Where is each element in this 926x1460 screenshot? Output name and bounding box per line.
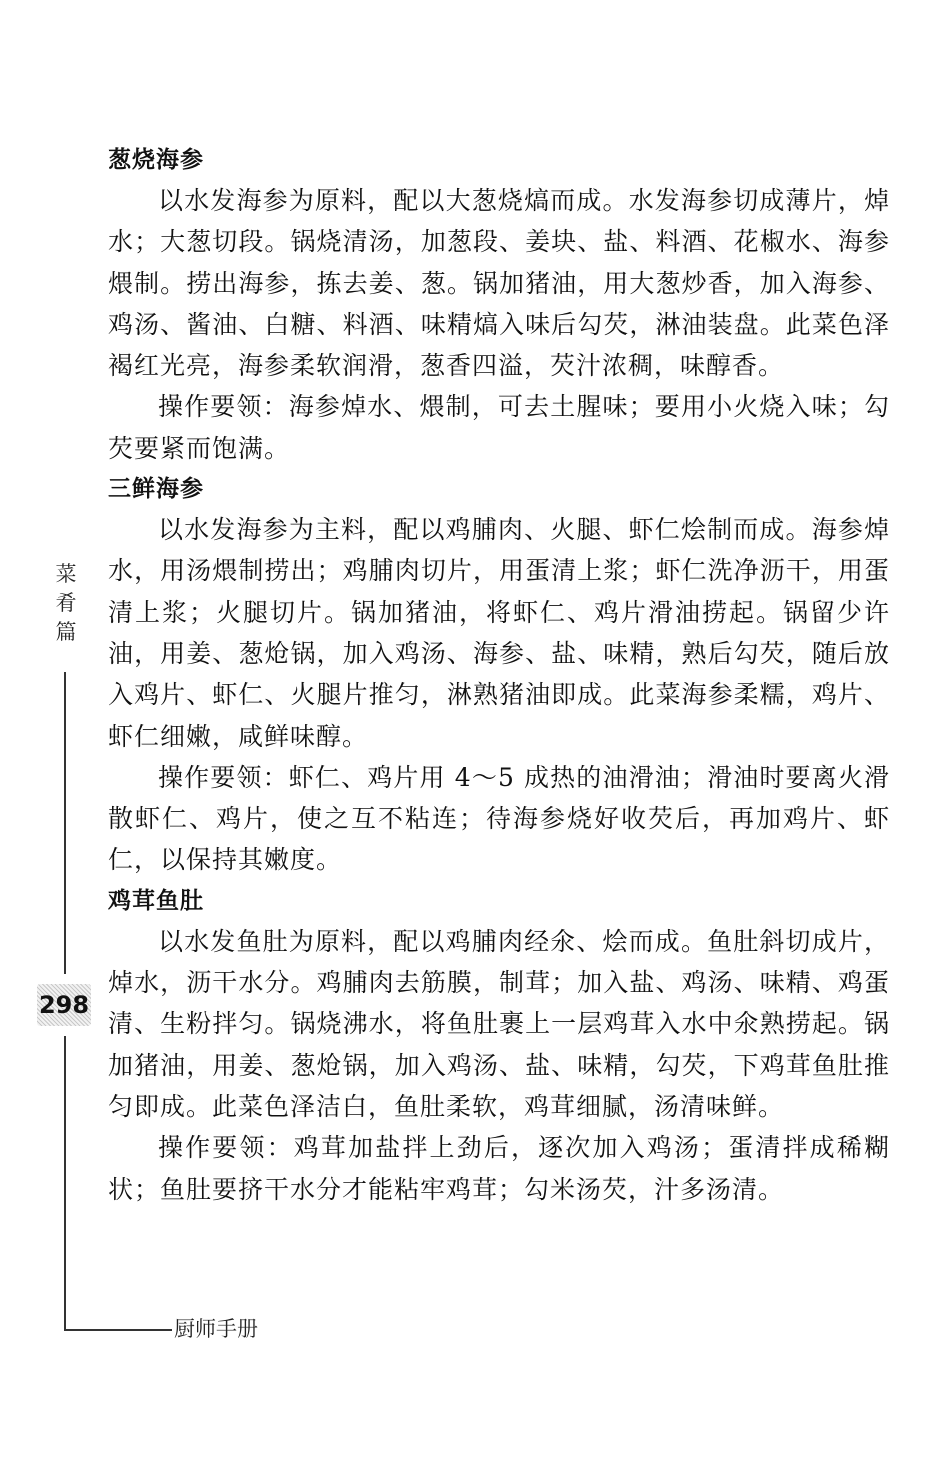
side-label-char: 篇 xyxy=(55,620,77,644)
recipe-title: 鸡茸鱼肚 xyxy=(108,887,204,914)
recipe-tips: 操作要领：虾仁、鸡片用 4～5 成热的油滑油；滑油时要离火滑散虾仁、鸡片，使之互不粘连；待海参烧好收芡后，再加鸡片、虾仁，以保持其嫩度。 xyxy=(108,762,890,875)
recipe-description: 以水发海参为原料，配以大葱烧熇而成。水发海参切成薄片，焯水；大葱切段。锅烧清汤，加葱段、姜块、盐、料酒、花椒水、海参煨制。捞出海参，拣去姜、葱。锅加猪油，用大葱炒香，加入海参、鸡汤、酱油、白糖、料酒、味精熇入味后勾芡，淋油装盘。此菜色泽褐红光亮，海参柔软润滑，葱香四溢，芡汁浓稠，味醇香。 xyxy=(108,186,890,381)
recipe-section xyxy=(108,140,890,469)
recipe-section xyxy=(108,881,890,1210)
margin-rule-top xyxy=(64,672,66,974)
book-title-footer: 厨师手册 xyxy=(174,1317,258,1341)
recipe-section xyxy=(108,469,890,881)
side-label-char: 菜 xyxy=(55,562,77,586)
recipe-description: 以水发鱼肚为原料，配以鸡脯肉经氽、烩而成。鱼肚斜切成片，焯水，沥干水分。鸡脯肉去筋膜，制茸；加入盐、鸡汤、味精、鸡蛋清、生粉拌匀。锅烧沸水，将鱼肚裹上一层鸡茸入水中氽熟捞起。锅加猪油，用姜、葱炝锅，加入鸡汤、盐、味精，勾芡，下鸡茸鱼肚推匀即成。此菜色泽洁白，鱼肚柔软，鸡茸细腻，汤清味鲜。 xyxy=(108,926,890,1121)
side-label-char: 肴 xyxy=(55,591,77,615)
recipe-title: 葱烧海参 xyxy=(108,147,204,173)
recipe-tips: 操作要领：海参焯水、煨制，可去土腥味；要用小火烧入味；勾芡要紧而饱满。 xyxy=(108,392,890,463)
chapter-side-label xyxy=(55,560,77,647)
page-number: 298 xyxy=(37,984,91,1026)
footer-rule xyxy=(64,1329,172,1331)
margin-rule-bottom xyxy=(64,1036,66,1330)
article-body xyxy=(108,140,890,1210)
recipe-description: 以水发海参为主料，配以鸡脯肉、火腿、虾仁烩制而成。海参焯水，用汤煨制捞出；鸡脯肉切片，用蛋清上浆；虾仁洗净沥干，用蛋清上浆；火腿切片。锅加猪油，将虾仁、鸡片滑油捞起。锅留少许油，用姜、葱炝锅，加入鸡汤、海参、盐、味精，熟后勾芡，随后放入鸡片、虾仁、火腿片推匀，淋熟猪油即成。此菜海参柔糯，鸡片、虾仁细嫩，咸鲜味醇。 xyxy=(108,515,890,751)
recipe-tips: 操作要领：鸡茸加盐拌上劲后，逐次加入鸡汤；蛋清拌成稀糊状；鱼肚要挤干水分才能粘牢鸡茸；勾米汤芡，汁多汤清。 xyxy=(108,1133,890,1204)
recipe-title: 三鲜海参 xyxy=(108,476,204,503)
